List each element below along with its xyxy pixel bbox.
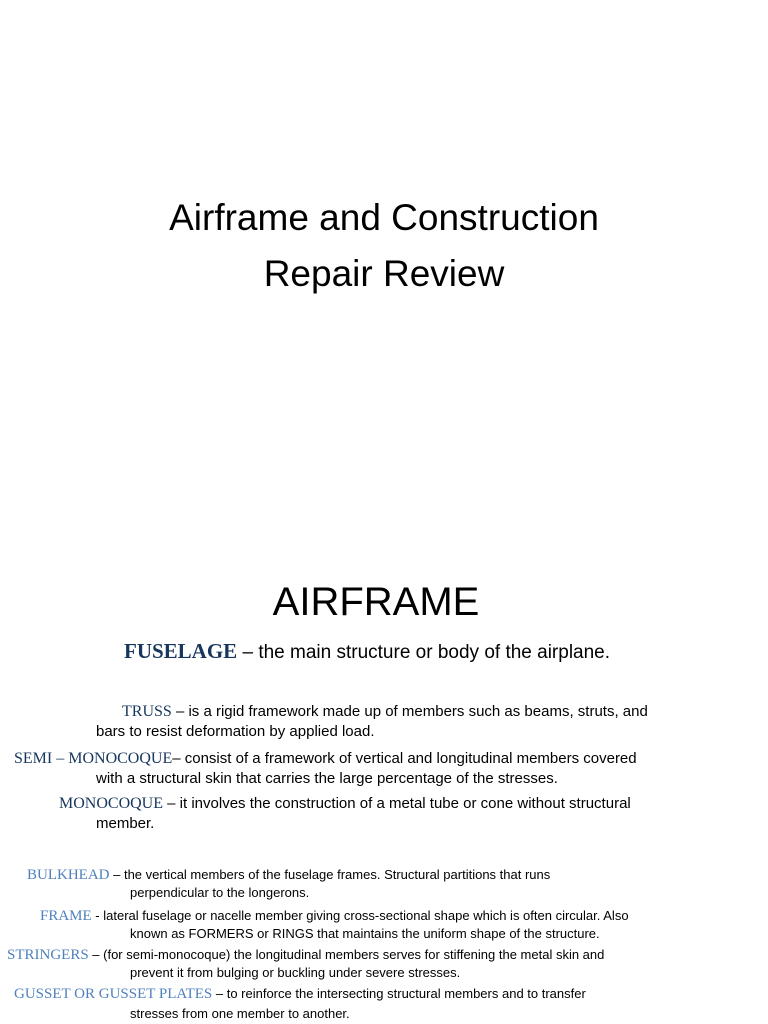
bulkhead-text-2: perpendicular to the longerons.	[130, 885, 310, 900]
slide-title	[0, 190, 768, 302]
airframe-heading: AIRFRAME	[272, 580, 480, 624]
semi-monocoque-text-1: – consist of a framework of vertical and longitudinal members covered	[172, 750, 637, 767]
monocoque-text-2: member.	[96, 815, 155, 832]
fuselage-term: FUSELAGE	[124, 639, 238, 663]
frame-text-2: known as FORMERS or RINGS that maintains the uniform shape of the structure.	[130, 926, 600, 941]
bulkhead-text-1: – the vertical members of the fuselage frames. Structural partitions that runs	[109, 867, 551, 882]
gusset-text-2: stresses from one member to another.	[130, 1006, 350, 1021]
title-line-1: Airframe and Construction	[169, 197, 599, 238]
truss-text-2: bars to resist deformation by applied load.	[96, 723, 375, 740]
truss-term: TRUSS	[122, 703, 172, 720]
semi-monocoque-definition	[14, 749, 637, 769]
gusset-term: GUSSET OR GUSSET PLATES	[14, 986, 213, 1002]
frame-text-1: - lateral fuselage or nacelle member giving cross-sectional shape which is often circular. Also	[91, 908, 629, 923]
monocoque-term: MONOCOQUE	[59, 795, 163, 812]
gusset-definition	[14, 985, 586, 1003]
stringers-term: STRINGERS	[7, 947, 89, 963]
truss-text-1: – is a rigid framework made up of members such as beams, struts, and	[171, 703, 648, 720]
truss-definition	[122, 702, 648, 722]
fuselage-definition	[124, 638, 610, 666]
stringers-text-1: – (for semi-monocoque) the longitudinal members serves for stiffening the metal skin and	[88, 947, 605, 962]
fuselage-text: – the main structure or body of the airplane.	[237, 642, 611, 663]
frame-term: FRAME	[40, 908, 92, 924]
semi-monocoque-term: SEMI – MONOCOQUE	[14, 750, 173, 767]
stringers-text-2: prevent it from bulging or buckling under severe stresses.	[130, 965, 461, 980]
bulkhead-definition	[27, 866, 550, 884]
monocoque-definition	[59, 794, 631, 814]
gusset-text-1: – to reinforce the intersecting structural members and to transfer	[212, 986, 586, 1001]
bulkhead-term: BULKHEAD	[27, 867, 110, 883]
stringers-definition	[7, 946, 604, 964]
title-line-2: Repair Review	[263, 253, 505, 294]
airframe-slide	[0, 512, 768, 1024]
monocoque-text-1: – it involves the construction of a metal tube or cone without structural	[163, 795, 631, 812]
semi-monocoque-text-2: with a structural skin that carries the large percentage of the stresses.	[96, 770, 558, 787]
frame-definition	[40, 907, 629, 925]
